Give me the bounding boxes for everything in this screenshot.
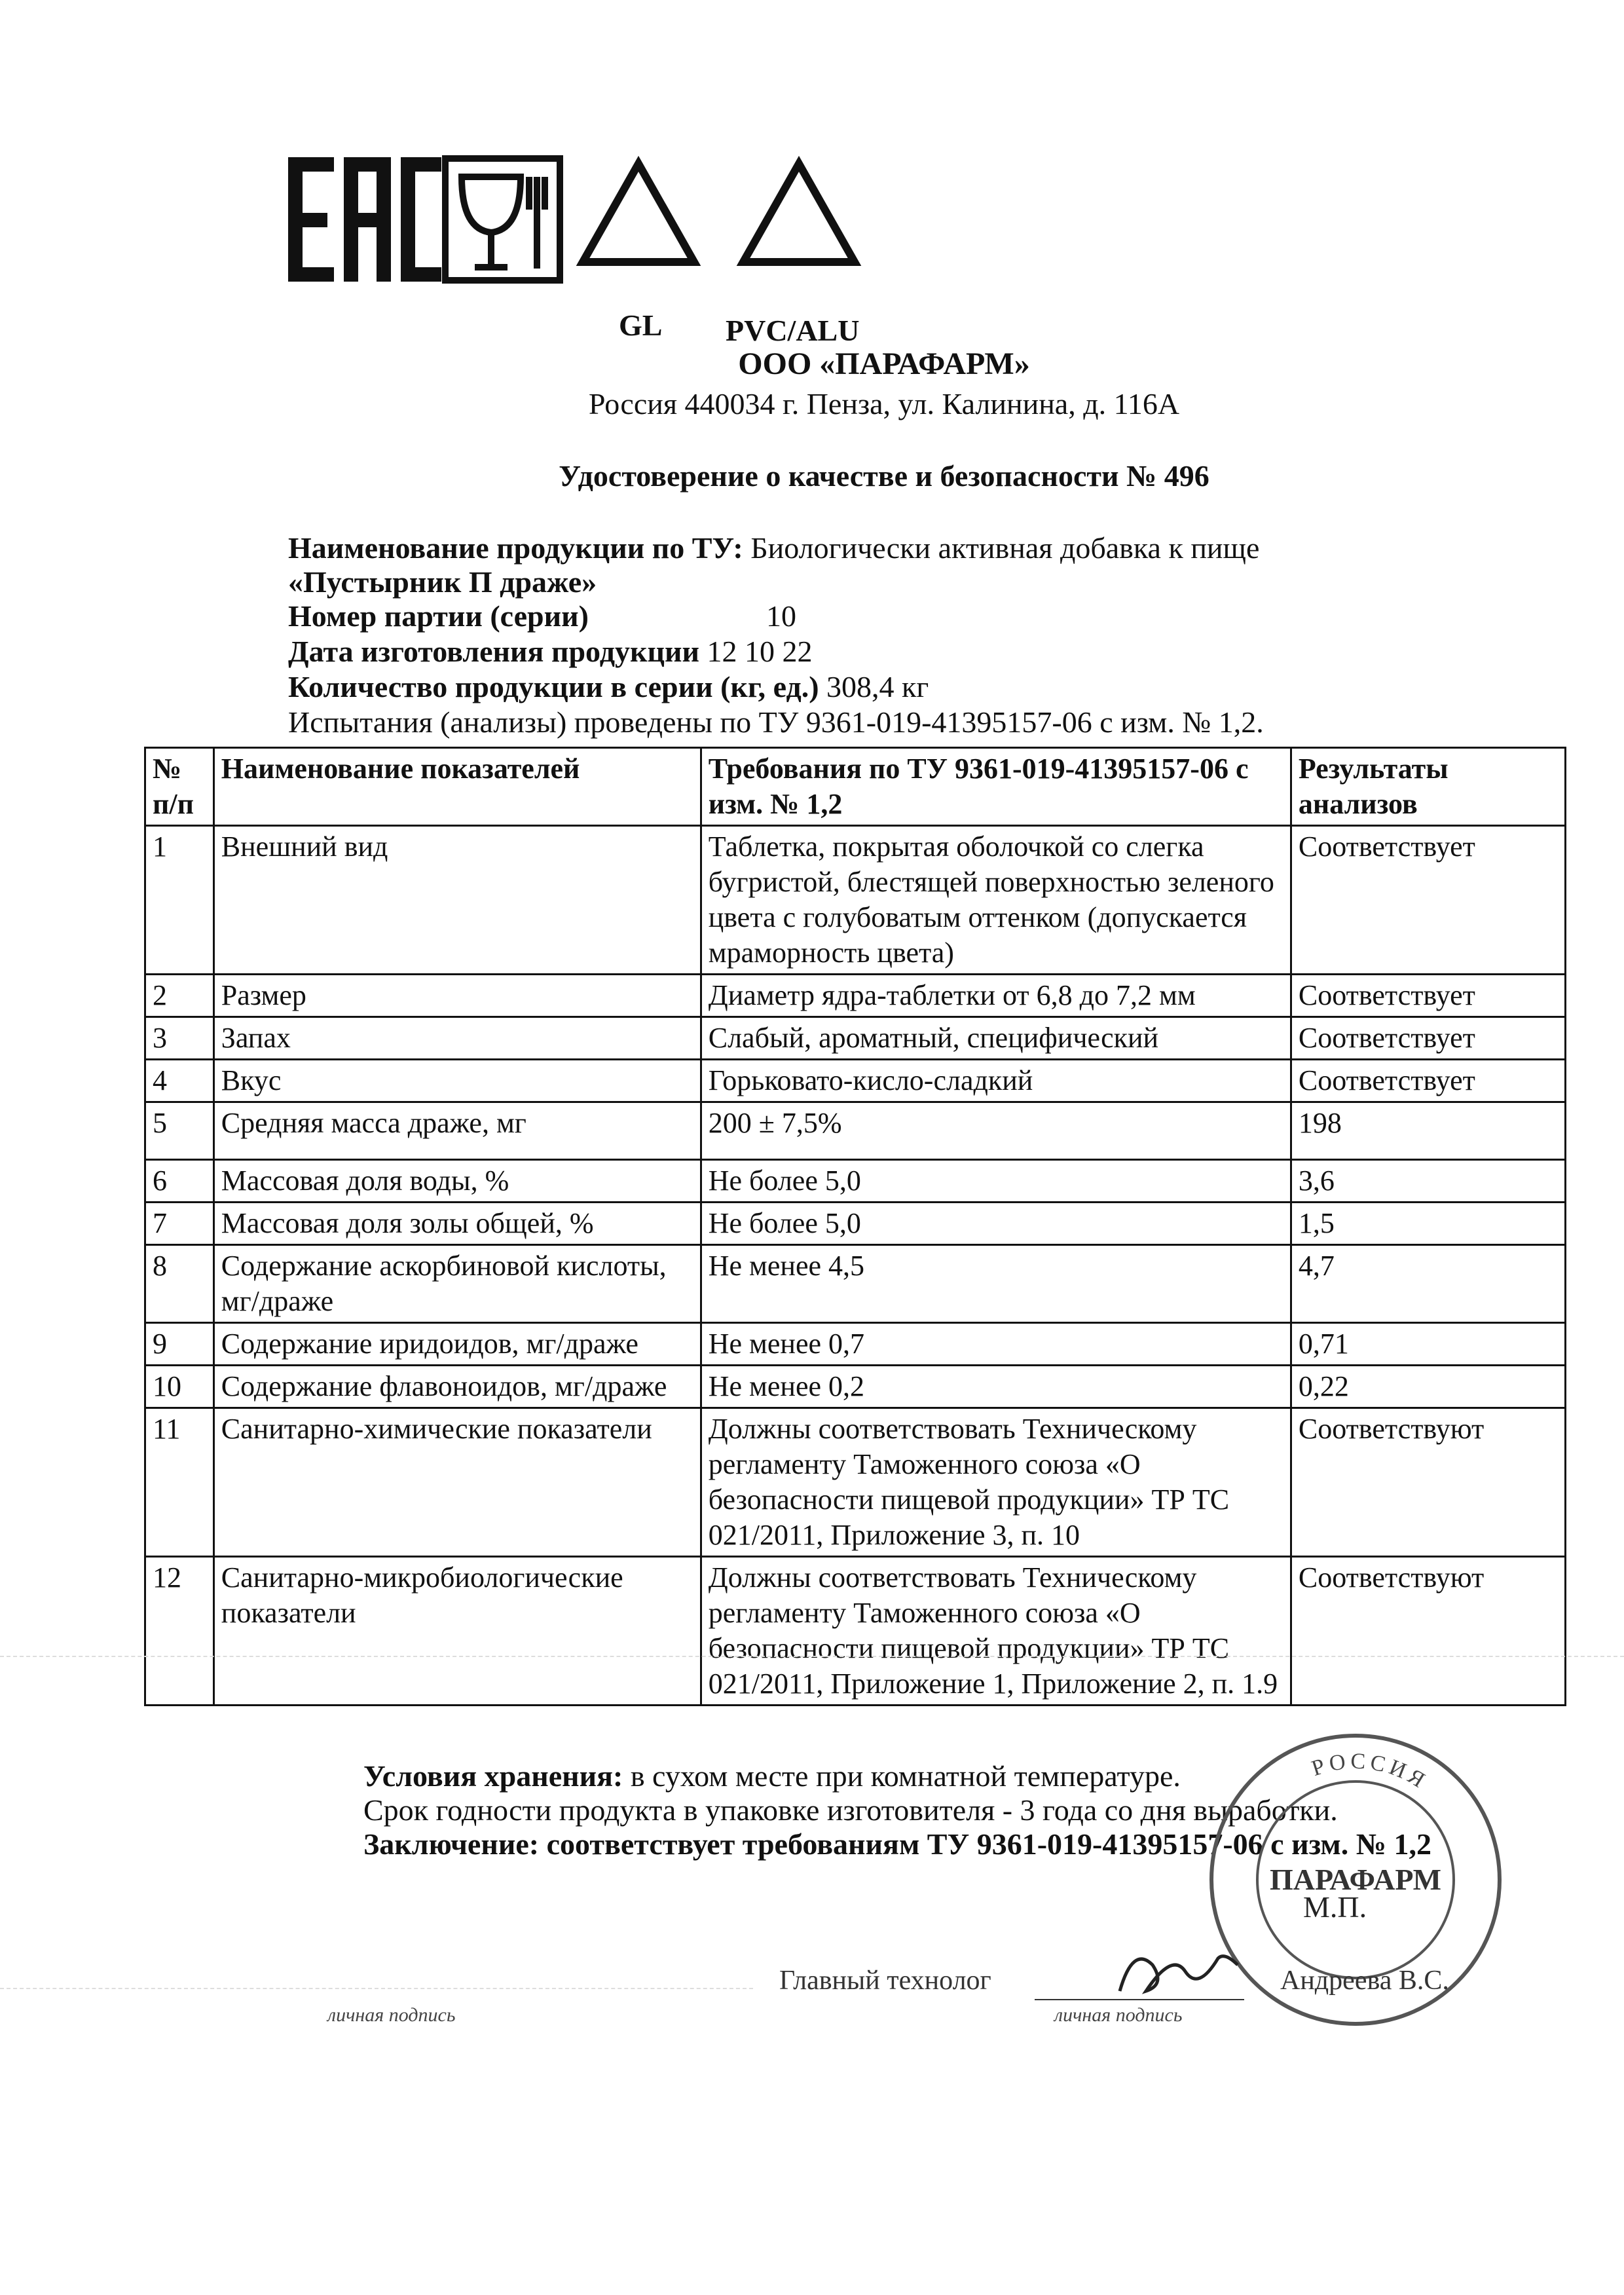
food-contact-icon xyxy=(445,159,560,280)
signature-caption-left: личная подпись xyxy=(327,2004,456,2026)
row-num: 6 xyxy=(145,1160,214,1203)
table-row xyxy=(145,1408,1566,1557)
row-requirement: Не менее 4,5 xyxy=(701,1245,1291,1323)
row-result: 1,5 xyxy=(1291,1203,1565,1245)
row-name: Средняя масса драже, мг xyxy=(213,1102,701,1160)
row-num: 2 xyxy=(145,975,214,1017)
date-line xyxy=(288,634,813,669)
table-row xyxy=(145,1323,1566,1366)
quantity-label: Количество продукции в серии (кг, ед.) xyxy=(288,670,819,703)
row-name: Санитарно-химические показатели xyxy=(213,1408,701,1557)
eac-logo xyxy=(288,157,441,282)
signer-role: Главный технолог xyxy=(779,1966,991,1996)
table-row xyxy=(145,1203,1566,1245)
recycling-icon xyxy=(583,164,855,262)
quantity-line xyxy=(288,669,929,704)
batch-value: 10 xyxy=(766,599,796,633)
certification-logos xyxy=(288,151,877,301)
header-results: Результаты анализов xyxy=(1291,748,1565,826)
svg-text:РОССИЯ xyxy=(1309,1749,1433,1795)
storage-line xyxy=(363,1759,1181,1793)
product-name-line xyxy=(288,531,1259,565)
table-row xyxy=(145,975,1566,1017)
row-name: Внешний вид xyxy=(213,826,701,975)
row-num: 8 xyxy=(145,1245,214,1323)
row-result: Соответствует xyxy=(1291,826,1565,975)
row-result: Соответствует xyxy=(1291,1060,1565,1102)
header-num: № п/п xyxy=(145,748,214,826)
row-requirement: Не менее 0,2 xyxy=(701,1366,1291,1408)
storage-label: Условия хранения: xyxy=(363,1759,623,1793)
table-row xyxy=(145,1102,1566,1160)
row-requirement: Должны соответствовать Техническому регламенту Таможенного союза «О безопасности пищевой продукции» ТР ТС 021/2011, Приложение 1, Приложение 2, п. 1.9 xyxy=(701,1557,1291,1706)
row-name: Массовая доля воды, % xyxy=(213,1160,701,1203)
pvc-alu-label: PVC/ALU xyxy=(726,314,860,347)
gl-label: GL xyxy=(619,308,663,342)
table-row xyxy=(145,1557,1566,1706)
row-name: Вкус xyxy=(213,1060,701,1102)
company-address: Россия 440034 г. Пенза, ул. Калинина, д. 116А xyxy=(588,387,1180,420)
table-row xyxy=(145,826,1566,975)
row-result: 198 xyxy=(1291,1102,1565,1160)
row-result: Соответствует xyxy=(1291,1017,1565,1060)
row-result: 0,71 xyxy=(1291,1323,1565,1366)
table-row xyxy=(145,1366,1566,1408)
header-name: Наименование показателей xyxy=(213,748,701,826)
row-result: 0,22 xyxy=(1291,1366,1565,1408)
row-requirement: Диаметр ядра-таблетки от 6,8 до 7,2 мм xyxy=(701,975,1291,1017)
row-requirement: Не более 5,0 xyxy=(701,1160,1291,1203)
product-name-value: Биологически активная добавка к пище xyxy=(750,531,1260,565)
row-num: 12 xyxy=(145,1557,214,1706)
quality-table xyxy=(144,747,1566,1706)
row-requirement: Слабый, ароматный, специфический xyxy=(701,1017,1291,1060)
stamp-top-text: РОССИЯ xyxy=(1308,1749,1433,1795)
row-num: 5 xyxy=(145,1102,214,1160)
signature-caption-right: личная подпись xyxy=(1054,2004,1183,2026)
document-title: Удостоверение о качестве и безопасности № 496 xyxy=(559,459,1209,493)
date-label: Дата изготовления продукции xyxy=(288,635,699,668)
row-name: Массовая доля золы общей, % xyxy=(213,1203,701,1245)
tests-line: Испытания (анализы) проведены по ТУ 9361-019-41395157-06 с изм. № 1,2. xyxy=(288,705,1264,739)
batch-label: Номер партии (серии) xyxy=(288,599,589,633)
shelf-life: Срок годности продукта в упаковке изготовителя - 3 года со дня выработки. xyxy=(363,1793,1338,1827)
row-requirement: Должны соответствовать Техническому регламенту Таможенного союза «О безопасности пищевой продукции» ТР ТС 021/2011, Приложение 3, п. 10 xyxy=(701,1408,1291,1557)
row-num: 7 xyxy=(145,1203,214,1245)
table-header-row xyxy=(145,748,1566,826)
row-requirement: Горьковато-кисло-сладкий xyxy=(701,1060,1291,1102)
scan-artifact-line xyxy=(0,1988,753,1989)
signer-name: Андреева В.С. xyxy=(1280,1966,1449,1996)
header-requirements: Требования по ТУ 9361-019-41395157-06 с изм. № 1,2 xyxy=(701,748,1291,826)
quantity-value: 308,4 кг xyxy=(826,670,929,703)
row-name: Санитарно-микробиологические показатели xyxy=(213,1557,701,1706)
row-result: Соответствуют xyxy=(1291,1557,1565,1706)
row-requirement: Не менее 0,7 xyxy=(701,1323,1291,1366)
stamp-center-text: ПАРАФАРМ xyxy=(1269,1863,1442,1896)
row-num: 4 xyxy=(145,1060,214,1102)
row-name: Содержание аскорбиновой кислоты, мг/драже xyxy=(213,1245,701,1323)
row-name: Содержание флавоноидов, мг/драже xyxy=(213,1366,701,1408)
handwritten-signature xyxy=(1107,1939,1251,2011)
date-value: 12 10 22 xyxy=(707,635,813,668)
storage-value: в сухом месте при комнатной температуре. xyxy=(630,1759,1181,1793)
table-row xyxy=(145,1017,1566,1060)
table-row xyxy=(145,1160,1566,1203)
batch-line xyxy=(288,599,589,633)
table-row xyxy=(145,1060,1566,1102)
row-name: Размер xyxy=(213,975,701,1017)
row-name: Запах xyxy=(213,1017,701,1060)
row-result: 3,6 xyxy=(1291,1160,1565,1203)
row-result: Соответствуют xyxy=(1291,1408,1565,1557)
company-name: ООО «ПАРАФАРМ» xyxy=(738,346,1030,381)
row-result: Соответствует xyxy=(1291,975,1565,1017)
product-name-value2: «Пустырник П драже» xyxy=(288,565,597,599)
row-num: 11 xyxy=(145,1408,214,1557)
row-requirement: 200 ± 7,5% xyxy=(701,1102,1291,1160)
row-num: 9 xyxy=(145,1323,214,1366)
row-name: Содержание иридоидов, мг/драже xyxy=(213,1323,701,1366)
row-requirement: Не более 5,0 xyxy=(701,1203,1291,1245)
row-requirement: Таблетка, покрытая оболочкой со слегка бугристой, блестящей поверхностью зеленого цвета с голубоватым оттенком (допускается мраморность цвета) xyxy=(701,826,1291,975)
row-num: 3 xyxy=(145,1017,214,1060)
stamp-mark: М.П. xyxy=(1303,1890,1367,1924)
row-num: 1 xyxy=(145,826,214,975)
scan-artifact-line xyxy=(0,1656,1624,1657)
row-num: 10 xyxy=(145,1366,214,1408)
product-name-label: Наименование продукции по ТУ: xyxy=(288,531,743,565)
table-row xyxy=(145,1245,1566,1323)
conclusion: Заключение: соответствует требованиям ТУ 9361-019-41395157-06 с изм. № 1,2 xyxy=(363,1827,1431,1861)
row-result: 4,7 xyxy=(1291,1245,1565,1323)
